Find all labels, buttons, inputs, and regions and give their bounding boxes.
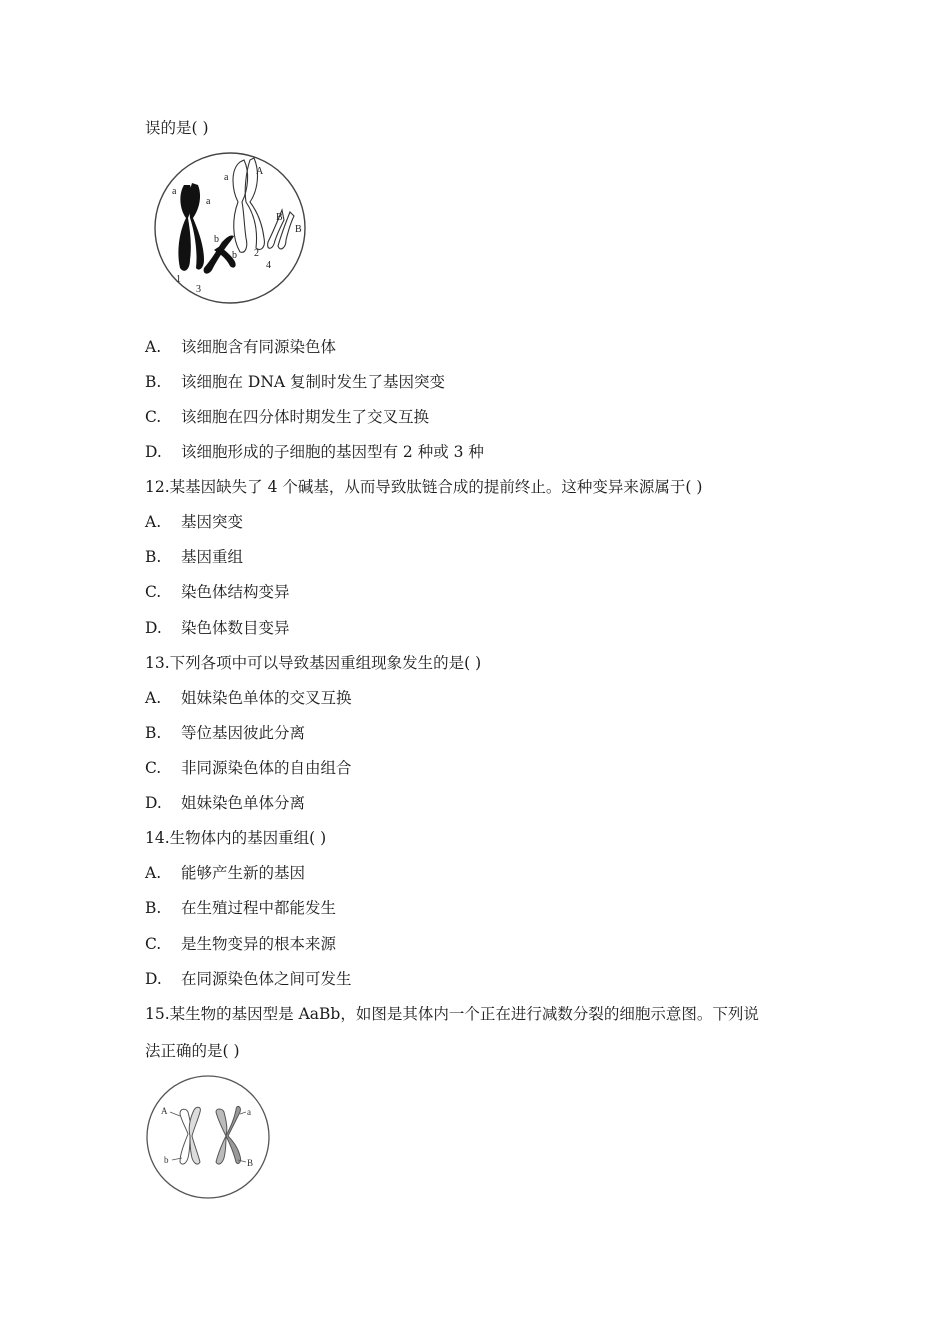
chromosome-number-label: 1	[176, 274, 181, 285]
option-letter: D.	[145, 619, 162, 637]
chromosome-right	[216, 1106, 241, 1164]
option-b	[145, 547, 243, 567]
option-text: 姐妹染色单体的交叉互换	[181, 689, 352, 707]
question-14-stem: 14.生物体内的基因重组( )	[145, 829, 327, 847]
gene-label: A	[256, 166, 264, 177]
option-d	[145, 969, 352, 989]
gene-label: b	[164, 1155, 169, 1165]
option-letter: A.	[145, 338, 162, 356]
option-letter: D.	[145, 443, 162, 461]
option-text: 该细胞在 DNA 复制时发生了基因突变	[181, 373, 446, 391]
gene-label: A	[161, 1106, 168, 1116]
question-12-stem: 12.某基因缺失了 4 个碱基，从而导致肽链合成的提前终止。这种变异来源属于( )	[145, 478, 703, 496]
option-a	[145, 863, 305, 883]
gene-label: a	[206, 196, 211, 207]
question-15-stem-line1: 15.某生物的基因型是 AaBb，如图是其体内一个正在进行减数分裂的细胞示意图。下列说	[145, 1005, 759, 1023]
cell-diagram-q15	[144, 1074, 274, 1202]
option-text: 等位基因彼此分离	[181, 724, 306, 742]
option-b	[145, 723, 305, 743]
option-text: 在同源染色体之间可发生	[181, 970, 352, 988]
option-c	[145, 582, 290, 602]
option-a	[145, 688, 352, 708]
option-letter: A.	[145, 689, 162, 707]
gene-label: b	[232, 250, 237, 261]
option-letter: C.	[145, 408, 162, 426]
chromosome-number-label: 3	[196, 284, 201, 295]
option-c	[145, 407, 429, 427]
gene-label: B	[247, 1158, 254, 1168]
option-text: 非同源染色体的自由组合	[181, 759, 352, 777]
option-a	[145, 337, 336, 357]
gene-label: a	[172, 186, 177, 197]
gene-label: B	[295, 224, 302, 235]
chromosome-number-label: 2	[254, 248, 259, 259]
option-letter: B.	[145, 899, 162, 917]
option-b	[145, 898, 336, 918]
cell-membrane	[147, 1076, 269, 1198]
option-d	[145, 442, 484, 462]
question-13-stem: 13.下列各项中可以导致基因重组现象发生的是( )	[145, 654, 482, 672]
cell-diagram-q11	[150, 150, 312, 306]
option-d	[145, 793, 305, 813]
option-letter: B.	[145, 373, 162, 391]
gene-label: B	[276, 212, 283, 223]
option-text: 基因重组	[181, 548, 244, 566]
chromosome-1	[178, 183, 204, 271]
gene-label: a	[224, 172, 229, 183]
option-letter: C.	[145, 583, 162, 601]
option-text: 该细胞形成的子细胞的基因型有 2 种或 3 种	[181, 443, 484, 461]
option-b	[145, 372, 445, 392]
option-d	[145, 618, 290, 638]
option-a	[145, 512, 243, 532]
option-letter: B.	[145, 548, 162, 566]
option-text: 基因突变	[181, 513, 244, 531]
option-text: 该细胞含有同源染色体	[181, 338, 337, 356]
option-c	[145, 758, 352, 778]
option-letter: C.	[145, 759, 162, 777]
option-text: 染色体数目变异	[181, 619, 290, 637]
option-letter: D.	[145, 794, 162, 812]
chromosome-number-label: 4	[266, 260, 271, 271]
option-letter: D.	[145, 970, 162, 988]
chromosome-3	[204, 235, 236, 273]
option-text: 该细胞在四分体时期发生了交叉互换	[181, 408, 430, 426]
option-text: 染色体结构变异	[181, 583, 290, 601]
option-c	[145, 934, 336, 954]
chromosome-left	[180, 1107, 200, 1164]
option-text: 能够产生新的基因	[181, 864, 306, 882]
gene-label: a	[247, 1107, 251, 1117]
option-letter: B.	[145, 724, 162, 742]
gene-label: b	[214, 234, 219, 245]
question-15-stem-line2: 法正确的是( )	[145, 1042, 240, 1060]
option-letter: C.	[145, 935, 162, 953]
option-text: 是生物变异的根本来源	[181, 935, 337, 953]
option-letter: A.	[145, 513, 162, 531]
option-letter: A.	[145, 864, 162, 882]
question-11-stem-tail: 误的是( )	[145, 119, 209, 137]
option-text: 姐妹染色单体分离	[181, 794, 306, 812]
option-text: 在生殖过程中都能发生	[181, 899, 337, 917]
